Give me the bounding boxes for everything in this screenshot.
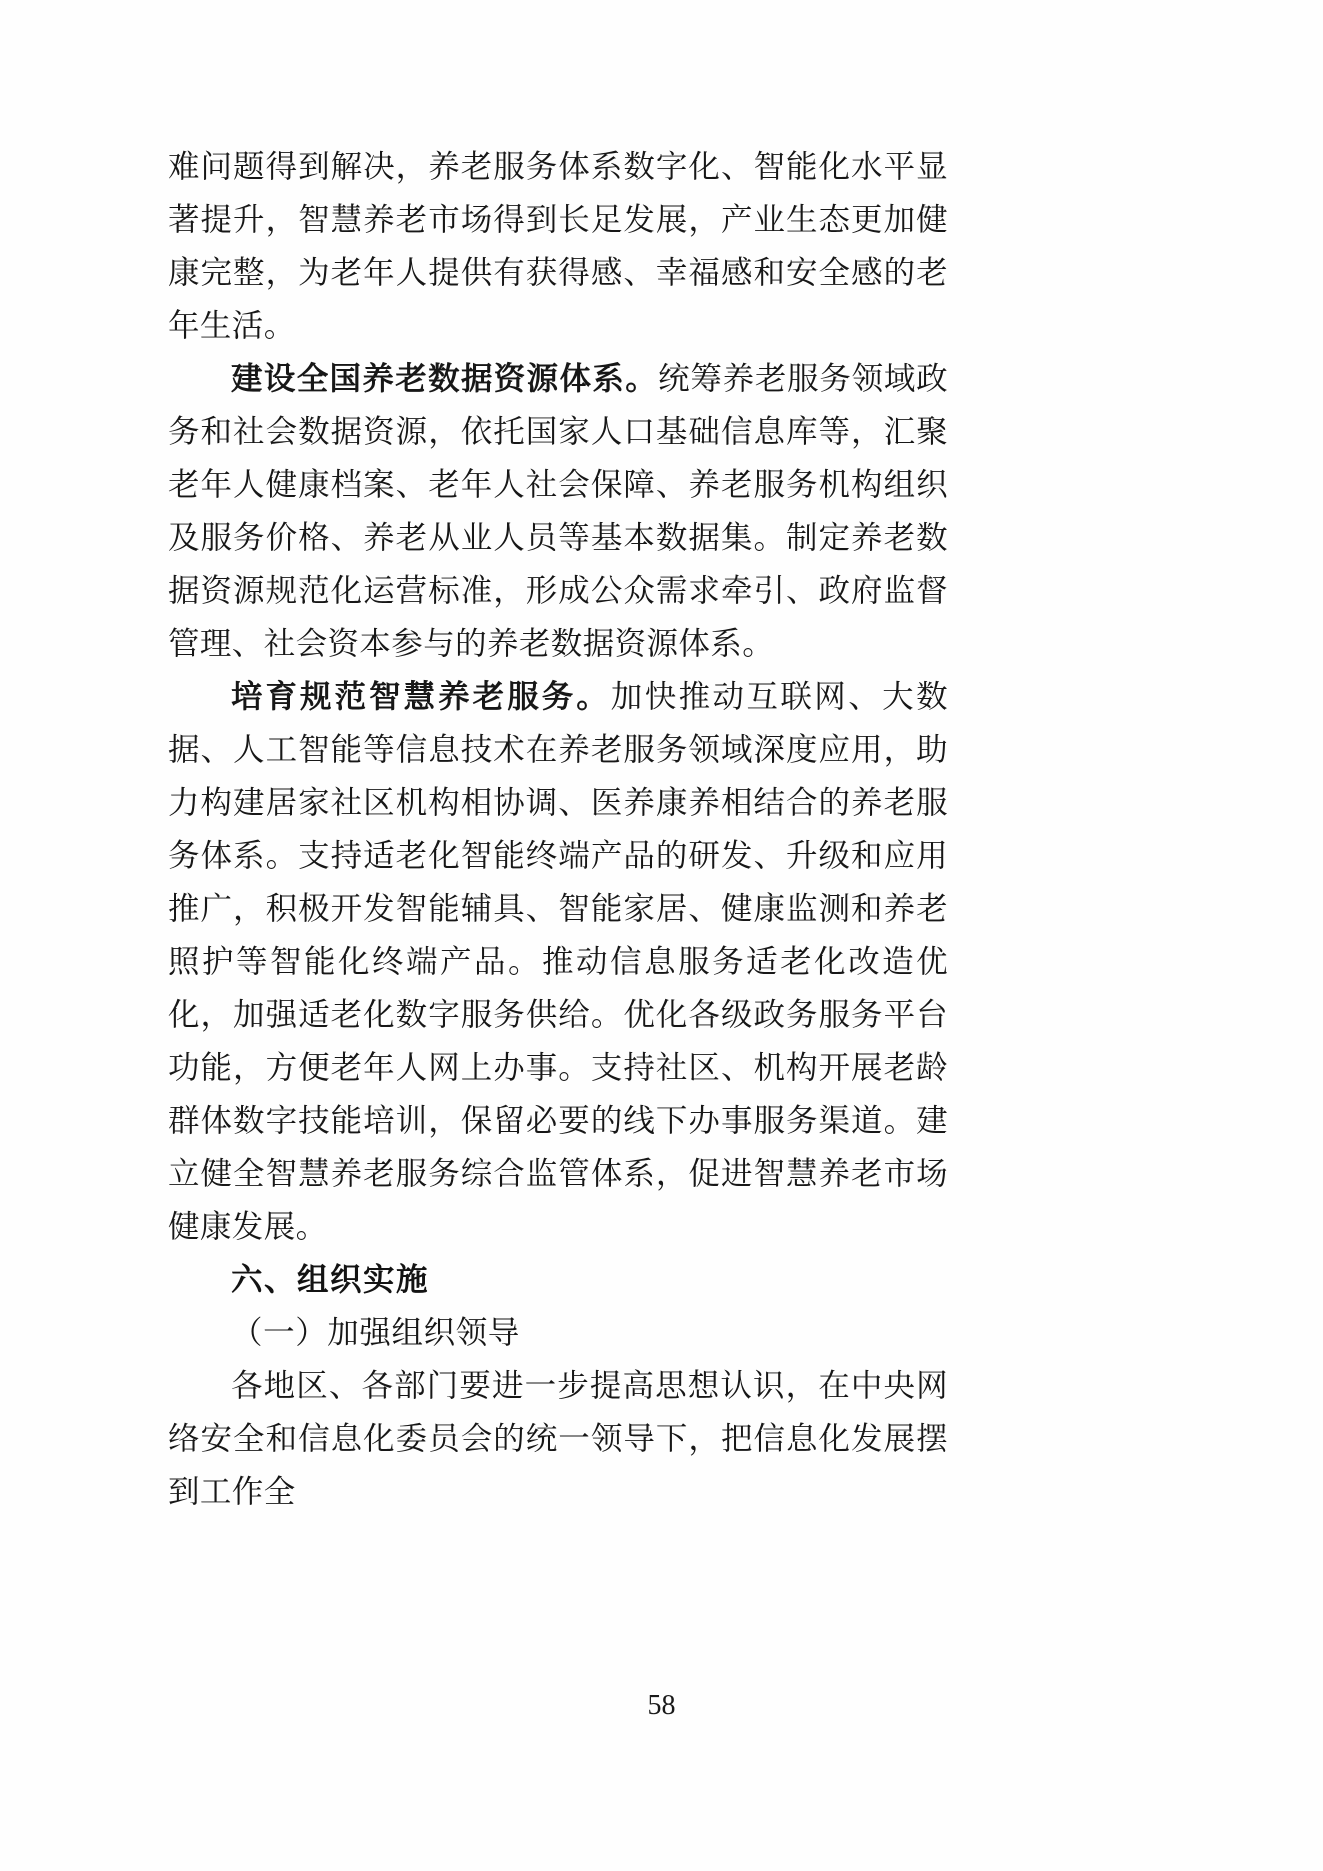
sub-heading: （一）加强组织领导	[231, 1315, 520, 1350]
paragraph-smart-elderly-service	[168, 670, 948, 1253]
paragraph-organization-leadership: 各地区、各部门要进一步提高思想认识，在中央网络安全和信息化委员会的统一领导下，把信息化发展摆到工作全	[168, 1368, 948, 1509]
page-number: 58	[647, 1690, 676, 1721]
paragraph-lead-in: 建设全国养老数据资源体系。	[231, 361, 659, 396]
section-heading: 六、组织实施	[231, 1262, 430, 1297]
paragraph-text: 统筹养老服务领域政务和社会数据资源，依托国家人口基础信息库等，汇聚老年人健康档案、老年人社会保障、养老服务机构组织及服务价格、养老从业人员等基本数据集。制定养老数据资源规范化运营标准，形成公众需求牵引、政府监督管理、社会资本参与的养老数据资源体系。	[168, 361, 948, 661]
paragraph-lead-in: 培育规范智慧养老服务。	[231, 679, 611, 714]
page-body	[168, 140, 948, 1518]
paragraph-text: 加快推动互联网、大数据、人工智能等信息技术在养老服务领域深度应用，助力构建居家社区机构相协调、医养康养相结合的养老服务体系。支持适老化智能终端产品的研发、升级和应用推广，积极开发智能辅具、智能家居、健康监测和养老照护等智能化终端产品。推动信息服务适老化改造优化，加强适老化数字服务供给。优化各级政务服务平台功能，方便老年人网上办事。支持社区、机构开展老龄群体数字技能培训，保留必要的线下办事服务渠道。建立健全智慧养老服务综合监管体系，促进智慧养老市场健康发展。	[168, 679, 948, 1244]
paragraph-continued-vision	[168, 140, 948, 352]
paragraph-text: 难问题得到解决，养老服务体系数字化、智能化水平显著提升，智慧养老市场得到长足发展，产业生态更加健康完整，为老年人提供有获得感、幸福感和安全感的老年生活。	[168, 149, 948, 343]
paragraph-national-data-system	[168, 352, 948, 670]
